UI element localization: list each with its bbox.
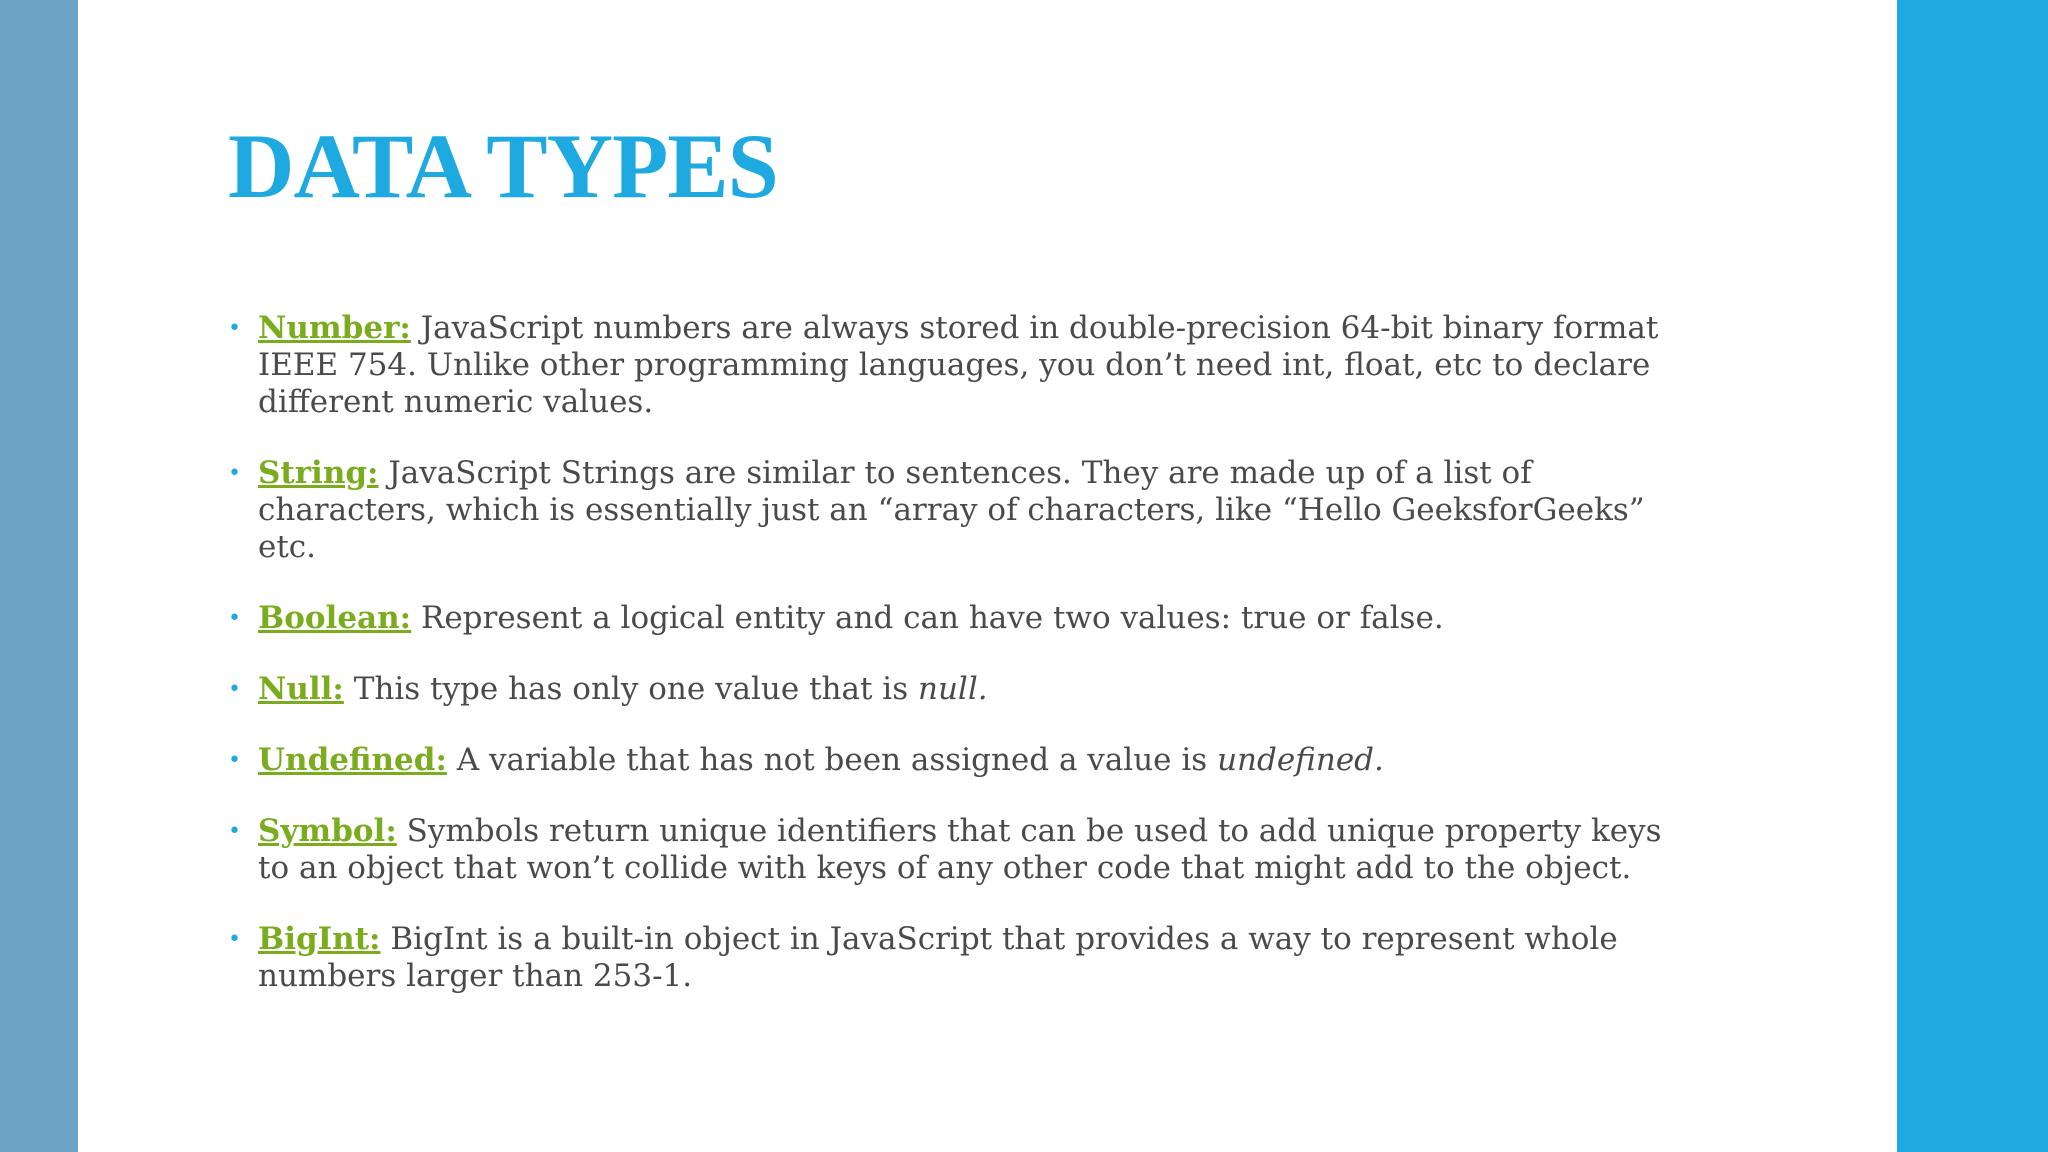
bullet-string (228, 455, 1668, 566)
term-undefined: Undefined: (258, 742, 447, 778)
bullet-null (228, 671, 1668, 708)
description-string: JavaScript Strings are similar to sentences. They are made up of a list of characters, which is essentially just an “array of characters, like “Hello GeeksforGeeks” etc. (258, 455, 1645, 565)
bullet-dot-icon: • (228, 606, 241, 631)
left-accent-band (0, 0, 78, 1152)
bullet-list (228, 310, 1668, 1029)
term-string: String: (258, 455, 379, 491)
bullet-dot-icon: • (228, 316, 241, 341)
slide-title: DATA TYPES (228, 115, 778, 217)
bullet-undefined (228, 742, 1668, 779)
description-symbol: Symbols return unique identifiers that can be used to add unique property keys to an object that won’t collide with keys of any other code that might add to the object. (258, 813, 1662, 886)
bullet-bigint (228, 921, 1668, 995)
bullet-dot-icon: • (228, 461, 241, 486)
term-boolean: Boolean: (258, 600, 412, 636)
description-number: JavaScript numbers are always stored in double-precision 64-bit binary format IEEE 754. Unlike other programming languages, you don’t need int, float, etc to declare different numeric values. (258, 310, 1659, 420)
bullet-boolean (228, 600, 1668, 637)
description-undefined: A variable that has not been assigned a value is (456, 742, 1208, 778)
emphasis-null: null. (918, 671, 988, 707)
bullet-dot-icon: • (228, 927, 241, 952)
description-null: This type has only one value that is (353, 671, 909, 707)
description-boolean: Represent a logical entity and can have two values: true or false. (420, 600, 1444, 636)
description-bigint: BigInt is a built-in object in JavaScript that provides a way to represent whole numbers larger than 253-1. (258, 921, 1618, 994)
bullet-symbol (228, 813, 1668, 887)
bullet-dot-icon: • (228, 677, 241, 702)
term-symbol: Symbol: (258, 813, 397, 849)
bullet-number (228, 310, 1668, 421)
bullet-dot-icon: • (228, 819, 241, 844)
bullet-dot-icon: • (228, 748, 241, 773)
emphasis-undefined: undefined. (1217, 742, 1384, 778)
term-number: Number: (258, 310, 411, 346)
right-accent-band (1897, 0, 2048, 1152)
term-bigint: BigInt: (258, 921, 381, 957)
term-null: Null: (258, 671, 344, 707)
